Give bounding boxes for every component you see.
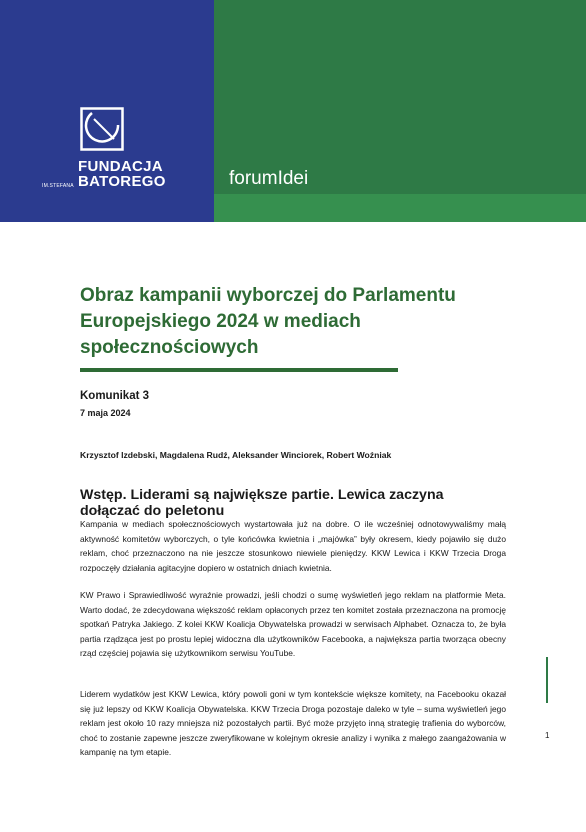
page-number: 1: [545, 731, 550, 740]
section-heading: Wstęp. Liderami są największe partie. Lewica zaczyna dołączać do peletonu: [80, 487, 444, 519]
paragraph-1: Kampania w mediach społecznościowych wystartowała już na dobre. O ile wcześniej odnotowywaliśmy małą aktywność komitetów wyborczych, o tyle końcówka kwietnia i „majówka” były okresem, kiedy pojawiło się dużo reklam, choć przeznaczono na nie jeszcze stosunkowo niewiele pieniędzy. KKW Lewica i KKW Trzecia Droga rozpoczęły działania agitacyjne dopiero w ostatnich dniach kwietnia.: [80, 519, 506, 573]
header-green-block: [214, 0, 586, 194]
logo-text-stefana: IM.STEFANA: [42, 183, 74, 189]
document-title: Obraz kampanii wyborczej do Parlamentu Europejskiego 2024 w mediach społecznościowych: [80, 285, 456, 358]
logo-text-batorego: BATOREGO: [78, 173, 166, 190]
komunikat-label: Komunikat 3: [80, 390, 150, 402]
paragraph-2: KW Prawo i Sprawiedliwość wyraźnie prowadzi, jeśli chodzi o sumę wyświetleń jego reklam na platformie Meta. Warto dodać, że zdecydowana większość reklam opłaconych przez ten komitet została przeznaczona na promocję spotkań Patryka Jakiego. Z kolei KKW Koalicja Obywatelska prowadzi w serwisach Alphabet. Oznacza to, że była partia rządząca jest po prostu lepiej widoczna dla użytkowników Facebooka, a największa partia tworząca obecny rząd częściej pojawia się użytkownikom serwisu YouTube.: [80, 590, 506, 658]
header-banner: [0, 0, 586, 222]
forum-idei-label: forumIdei: [229, 168, 309, 189]
header-green-stripe: [214, 194, 586, 222]
document-date: 7 maja 2024: [80, 408, 131, 418]
logo-text-fundacja: FUNDACJA: [78, 158, 163, 175]
paragraph-3: Liderem wydatków jest KKW Lewica, który powoli goni w tym kontekście większe komitety, na Facebooku okazał się już lepszy od KKW Koalicja Obywatelska. KKW Trzecia Droga pozostaje daleko w tyle – suma wyświetleń jego reklam jest około 10 razy mniejsza niż pozostałych partii. Być może przyjęto inną strategię trafienia do wyborców, choć to zostanie zapewne jeszcze zweryfikowane w kolejnym okresie analizy i wynika z małego zaangażowania w kampanię na tym etapie.: [80, 689, 506, 757]
authors-line: Krzysztof Izdebski, Magdalena Rudź, Aleksander Winciorek, Robert Woźniak: [80, 450, 392, 460]
title-underline: [80, 368, 398, 372]
side-accent-bar: [546, 657, 548, 703]
foundation-logo-icon: [80, 107, 124, 151]
